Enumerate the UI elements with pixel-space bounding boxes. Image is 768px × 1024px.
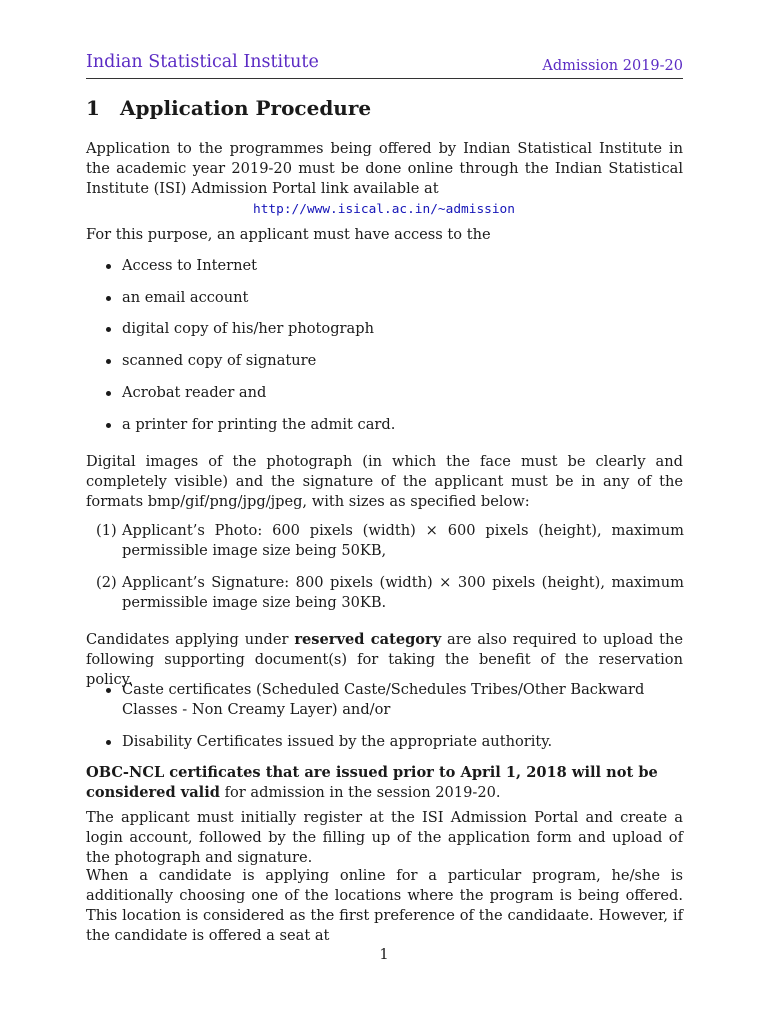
admission-session: Admission 2019-20	[542, 58, 683, 74]
list-item: (2) Applicant’s Signature: 800 pixels (width) × 300 pixels (height), maximum permissible image size being 30KB.	[96, 574, 684, 611]
list-item: an email account	[104, 288, 702, 308]
page-header	[86, 50, 683, 79]
bullet-icon	[106, 327, 111, 332]
list-item: a printer for printing the admit card.	[104, 415, 702, 435]
bullet-icon	[106, 391, 111, 396]
list-item: (1) Applicant’s Photo: 600 pixels (width) × 600 pixels (height), maximum permissible image size being 50KB,	[96, 522, 684, 559]
bullet-icon	[106, 359, 111, 364]
intro-paragraph: Application to the programmes being offered by Indian Statistical Institute in the academic year 2019-20 must be done online through the Indian Statistical Institute (ISI) Admission Portal link available at	[86, 140, 683, 197]
bullet-icon	[106, 296, 111, 301]
admission-portal-link[interactable]: http://www.isical.ac.in/~admission	[253, 202, 515, 217]
list-item: Disability Certificates issued by the appropriate authority.	[104, 732, 684, 752]
obc-ncl-notice: OBC-NCL certificates that are issued prior to April 1, 2018 will not be considered valid for admission in the session 2019-20.	[86, 764, 658, 801]
list-item: Caste certificates (Scheduled Caste/Schedules Tribes/Other Backward Classes - Non Creamy Layer) and/or	[104, 680, 684, 720]
reserved-category-emphasis: reserved category	[294, 631, 442, 648]
bullet-icon	[106, 264, 111, 269]
bullet-icon	[106, 423, 111, 428]
institute-name: Indian Statistical Institute	[86, 52, 319, 72]
reserved-category-paragraph: Candidates applying under reserved category are also required to upload the following supporting document(s) for taking the benefit of the reservation policy.	[86, 631, 684, 688]
image-format-paragraph: Digital images of the photograph (in which the face must be clearly and completely visible) and the signature of the applicant must be in any of the formats bmp/gif/png/jpg/jpeg, with sizes as specified below:	[86, 453, 683, 510]
section-title: Application Procedure	[120, 96, 372, 120]
bullet-icon	[106, 688, 111, 693]
bullet-icon	[106, 740, 111, 745]
page-number: 1	[379, 946, 389, 963]
section-heading	[86, 98, 371, 118]
purpose-paragraph: For this purpose, an applicant must have access to the	[86, 226, 491, 243]
section-number: 1	[86, 96, 100, 120]
list-item: Acrobat reader and	[104, 383, 702, 403]
list-item: Access to Internet	[104, 256, 702, 276]
location-preference-paragraph: When a candidate is applying online for a particular program, he/she is additionally choosing one of the locations where the program is being offered. This location is considered as the first preference of the candidaate. However, if the candidate is offered a seat at	[86, 867, 683, 944]
list-item: scanned copy of signature	[104, 351, 702, 371]
registration-paragraph: The applicant must initially register at the ISI Admission Portal and create a login account, followed by the filling up of the application form and upload of the photograph and signature.	[86, 809, 683, 866]
list-item: digital copy of his/her photograph	[104, 319, 702, 339]
